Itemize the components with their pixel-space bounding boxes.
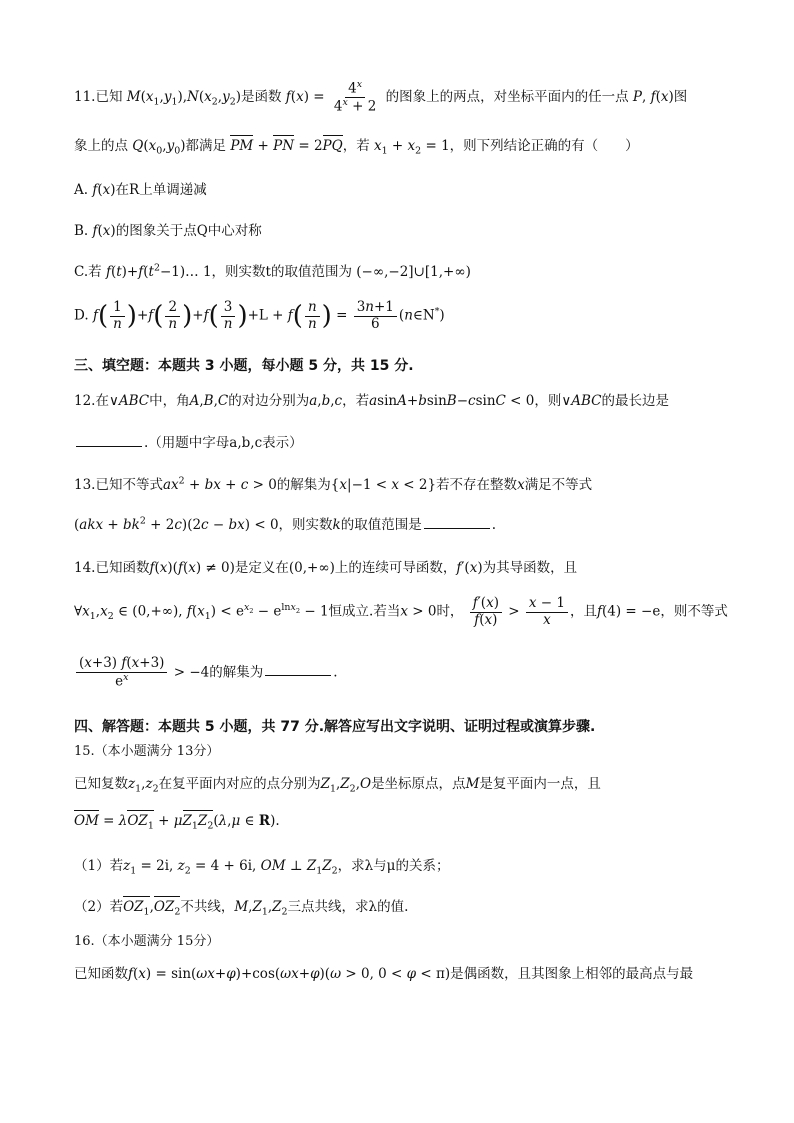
- q11-option-c: C.若 $f(t)+f(t^2-1)\dots$ 1，则实数t的取值范围为 (−∞,−2]∪[1,+∞): [74, 262, 471, 280]
- q15-text: ，求λ与μ的关系；: [337, 858, 450, 874]
- option-label: C.若: [74, 264, 102, 280]
- q11-option-a: A. f(x)在R上单调递减: [74, 182, 207, 198]
- q15-text: 在复平面内对应的点分别为: [158, 776, 321, 792]
- q15-text: （1）若: [74, 858, 124, 874]
- q12-text: .（用题中字母a,b,c表示）: [144, 435, 303, 451]
- q15-text: 不共线，: [180, 899, 235, 915]
- q15-text: 已知复数: [74, 776, 128, 792]
- q13-text: 的解集为: [276, 477, 331, 493]
- q16-line1: 已知函数f(x) = sin(ωx+φ)+cos(ωx+φ)(ω > 0, 0 < φ < π)是偶函数，且其图象上相邻的最高点与最: [74, 966, 694, 982]
- q14-text: 时，: [436, 603, 464, 620]
- q12-text: 的对边分别为: [228, 393, 310, 409]
- q14-text: ，且: [570, 603, 597, 620]
- q11-text: ，则下列结论正确的有（ ）: [449, 138, 639, 154]
- option-text: ，则实数t的取值范围为: [211, 264, 352, 280]
- q12-text: 的最长边是: [601, 393, 670, 409]
- q15-part1: （1）若$z_1 = 2i$, $z_2 = 4 + 6i$, OM ⊥ $Z_1Z_2$，求λ与μ的关系；: [74, 858, 450, 877]
- q11-line1: 11.已知 $M(x_1,y_1),N(x_2,y_2)$是函数 f(x) = $\frac{4^x}{4^x + 2}$ 的图象上的两点，对坐标平面内的任一点 P, f(x)图: [74, 79, 688, 115]
- q13-line1: 13.已知不等式$ax^2$ + bx + c > 0的解集为{x|−1 < x < 2}若不存在整数x满足不等式: [74, 475, 593, 493]
- q12-text: ，则: [534, 393, 562, 409]
- option-label: D.: [74, 307, 89, 324]
- q15-text: 三点共线，求λ的值.: [287, 899, 409, 915]
- answer-blank[interactable]: [76, 434, 142, 447]
- q15-text: 是坐标原点，点: [371, 776, 466, 792]
- q11-option-b: B. f(x)的图象关于点Q中心对称: [74, 223, 262, 239]
- q15-line1: 已知复数$z_1,z_2$在复平面内对应的点分别为$Z_1,Z_2,O$是坐标原点，点M是复平面内一点，且: [74, 776, 601, 795]
- q11-option-d: D. f( $\frac{1}{n}$ )+f( $\frac{2}{n}$ )+f( $\frac{3}{n}$ )+L + f( $\frac{n}{n}$ ) = $\frac{3n+1}{6}$ (n∈N*): [74, 299, 445, 332]
- q12-text: 中，角: [149, 393, 190, 409]
- q13-text: 13.已知不等式: [74, 477, 163, 493]
- section-title: 四、解答题：本题共 5 小题，共 77 分.解答应写出文字说明、证明过程或演算步骤.: [74, 719, 596, 735]
- q14-line1: 14.已知函数f(x)(f(x) ≠ 0)是定义在(0,+∞)上的连续可导函数，f′(x)为其导函数，且: [74, 560, 578, 576]
- q11-text: 图: [673, 89, 688, 106]
- q12-line2: [74, 431, 724, 451]
- q15-line2: OM = $\lambda OZ_1 + \mu Z_1Z_2(\lambda,\mu$ ∈ R).: [74, 813, 280, 832]
- q14-text: 为其导函数，且: [482, 560, 578, 576]
- option-text: 的图象关于点Q中心对称: [115, 223, 262, 239]
- option-text: 在R上单调递减: [115, 182, 207, 198]
- q15-text: 是复平面内一点，且: [479, 776, 601, 792]
- option-label: A.: [74, 182, 89, 198]
- q16-header: 16.（本小题满分 15分）: [74, 934, 220, 949]
- q11-text: 的图象上的两点，对坐标平面内的任一点: [385, 89, 629, 106]
- q13-text: ，则实数: [278, 517, 333, 533]
- q14-text: 的解集为: [209, 664, 264, 681]
- q14-line3: $\frac{(x+3) f(x+3)}{e^x}$ > −4的解集为 .: [74, 656, 724, 690]
- q14-text: 是定义在: [234, 560, 289, 576]
- q16-text: 已知函数: [74, 966, 128, 982]
- q14-text: 上的连续可导函数，: [334, 560, 457, 576]
- q12-text: ，若: [342, 393, 370, 409]
- option-label: B.: [74, 223, 89, 239]
- q12-line1: 12.在∨ABC中，角A,B,C的对边分别为a,b,c，若asinA+bsinB−csinC < 0，则∨ABC的最长边是: [74, 393, 670, 409]
- q14-text: 恒成立.若当: [328, 603, 401, 620]
- q13-text: 的取值范围是: [340, 517, 422, 533]
- math: M: [126, 89, 141, 106]
- fraction: $\frac{4^x}{4^x + 2}$: [333, 79, 377, 115]
- q11-text: 11.已知: [74, 89, 123, 106]
- q16-text: 是偶函数，且其图象上相邻的最高点与最: [450, 966, 694, 982]
- q11-text: 象上的点: [74, 138, 128, 154]
- q15-part2: （2）若$OZ_1,OZ_2$不共线，$M,Z_1,Z_2$三点共线，求λ的值.: [74, 899, 409, 918]
- q11-text: ，若: [342, 138, 370, 154]
- q13-text: 满足不等式: [524, 477, 593, 493]
- q12-text: 12.在: [74, 393, 109, 409]
- answer-blank[interactable]: [265, 663, 331, 676]
- q13-text: 若不存在整数: [436, 477, 518, 493]
- q11-text: 都满足: [185, 138, 227, 154]
- q14-text: 14.已知函数: [74, 560, 150, 576]
- q13-line2: $(akx + bk^2 + 2c)(2c - bx) < 0$，则实数k的取值范围是 .: [74, 515, 497, 533]
- answer-blank[interactable]: [424, 516, 490, 529]
- q15-header: 15.（本小题满分 13分）: [74, 744, 220, 759]
- q15-text: （2）若: [74, 899, 124, 915]
- q14-text: ，则不等式: [660, 603, 728, 620]
- section-title: 三、填空题：本题共 3 小题，每小题 5 分，共 15 分.: [74, 358, 414, 374]
- q11-line2: 象上的点 $Q(x_0,y_0)$都满足 PM + PN = 2PQ，若 $x_1 + x_2 = 1$，则下列结论正确的有（ ）: [74, 138, 639, 157]
- q14-line2: $\forall x_1,x_2$ ∈ (0,+∞), $f(x_1) < e^{x_2} - e^{lnx_2} - 1$恒成立.若当x > 0时， $\frac{f'(x)}{f(x)}$ > $\frac{x - 1}{x}$ ，且f(4) = −e，则不等式: [74, 595, 728, 628]
